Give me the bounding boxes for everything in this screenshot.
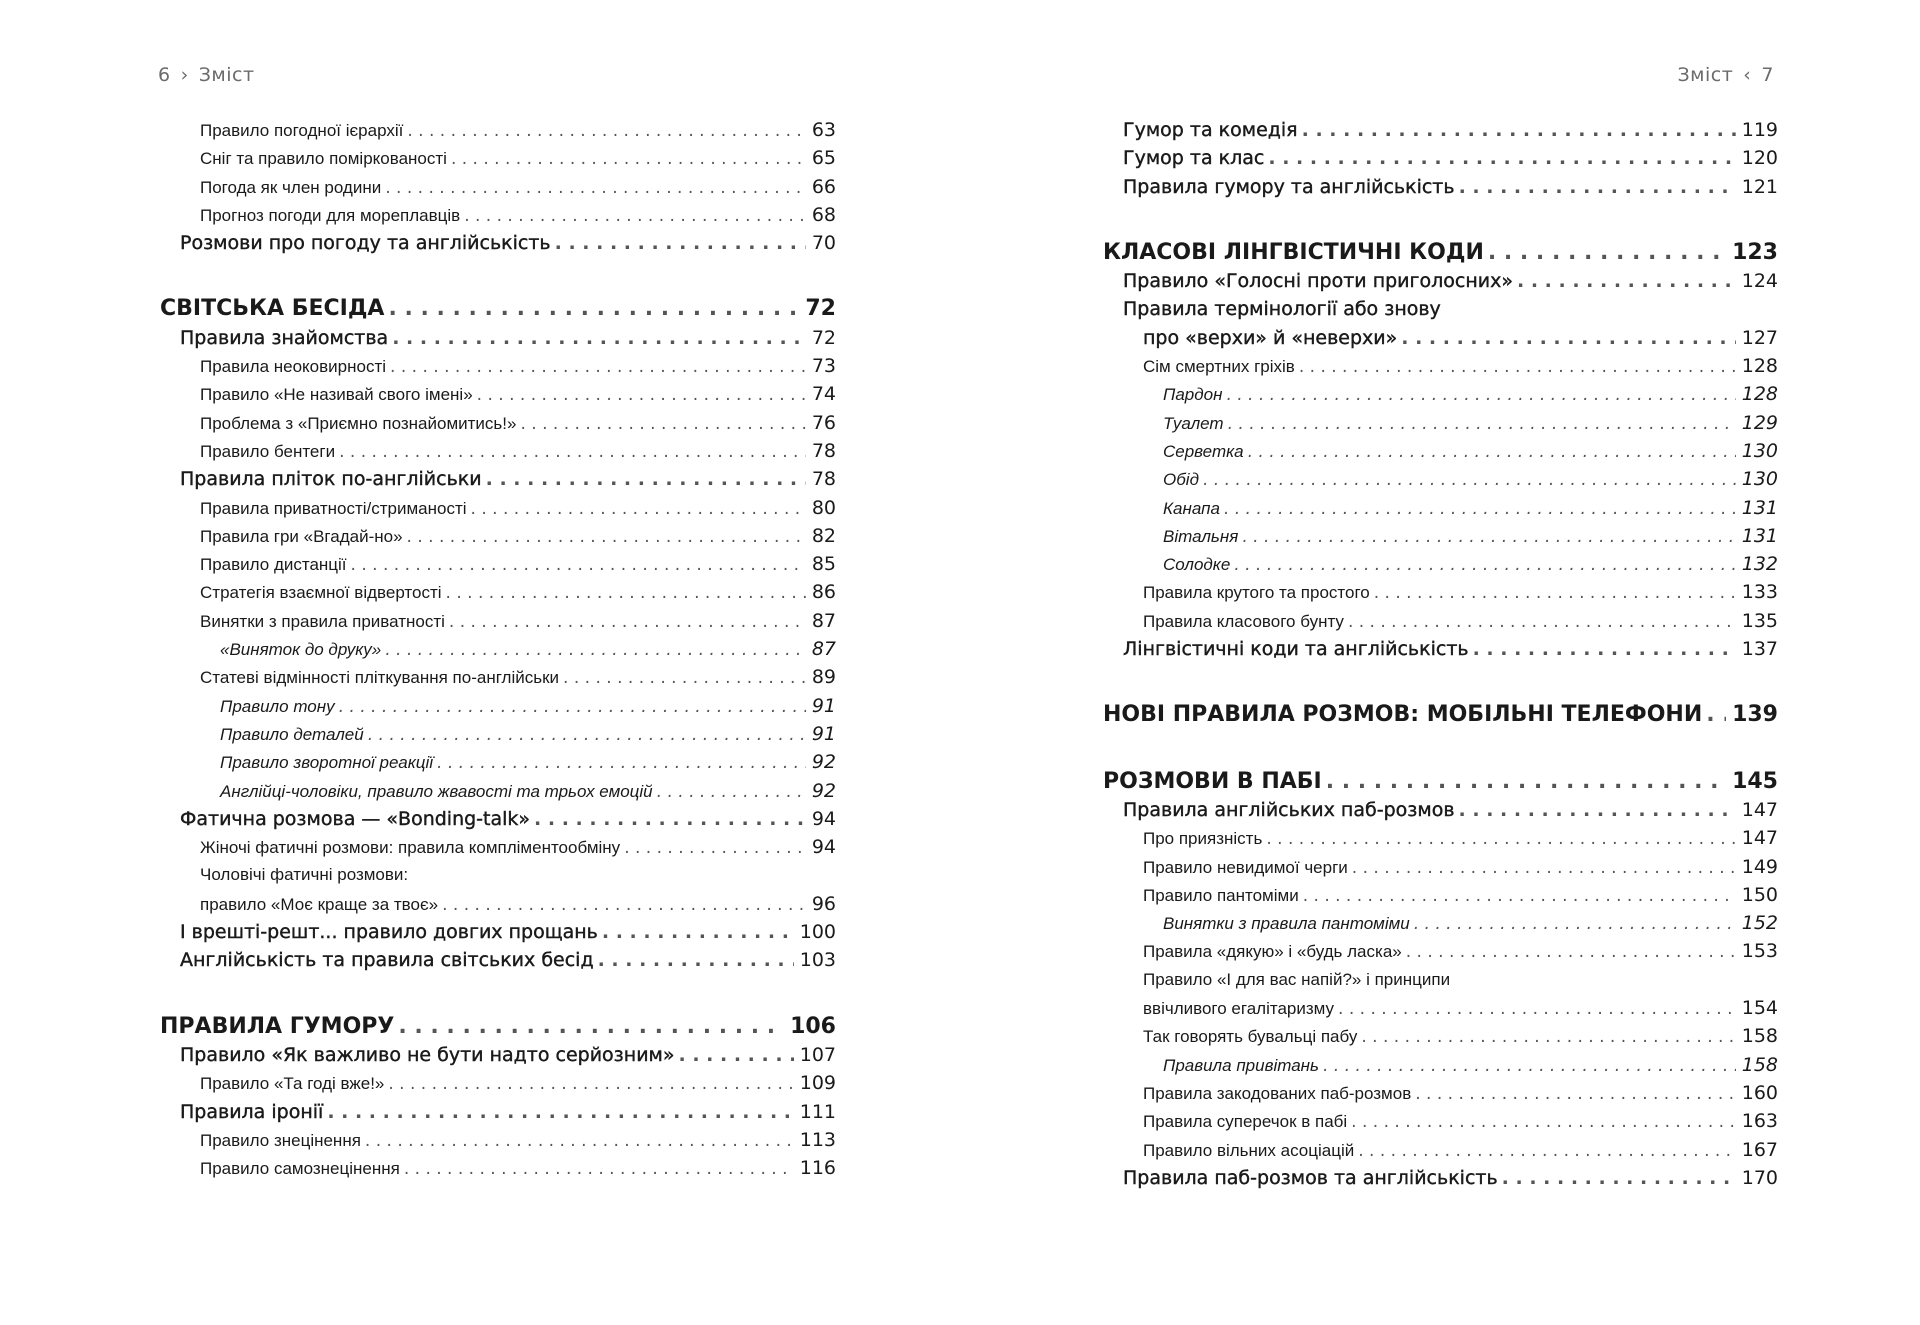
dot-leader — [1226, 381, 1735, 409]
toc-page-number: 132 — [1741, 553, 1778, 576]
toc-page-number: 124 — [1741, 270, 1778, 293]
toc-entry[interactable] — [160, 720, 836, 748]
toc-entry-title: Англійськість та правила світських бесід — [180, 949, 594, 972]
dot-leader — [442, 891, 806, 919]
toc-page-number: 87 — [811, 638, 836, 661]
toc-entry-title: Винятки з правила приватності — [200, 611, 445, 631]
toc-entry-title: Правило пантоміми — [1143, 885, 1299, 905]
toc-entry[interactable] — [1103, 267, 1778, 295]
toc-entry-title: Правило вільних асоціацій — [1143, 1140, 1355, 1160]
dot-leader — [679, 1041, 794, 1069]
toc-page-number: 96 — [811, 892, 836, 915]
toc-entry-title: ПРАВИЛА ГУМОРУ — [160, 1013, 395, 1039]
toc-page-number: 106 — [790, 1013, 836, 1039]
toc-entry[interactable] — [1103, 352, 1778, 380]
toc-page-number: 128 — [1741, 355, 1778, 378]
dot-leader — [1459, 796, 1736, 824]
toc-entry-title: Правило деталей — [220, 724, 364, 744]
toc-entry[interactable] — [1103, 295, 1778, 323]
running-header-left — [158, 64, 255, 86]
toc-entry-title: Гумор та клас — [1123, 147, 1265, 170]
toc-part-heading[interactable] — [1103, 768, 1778, 796]
toc-entry[interactable] — [160, 324, 836, 352]
page-number: 6 — [158, 64, 171, 86]
dot-leader — [339, 693, 806, 721]
toc-page-number: 131 — [1741, 524, 1778, 547]
dot-leader — [1299, 353, 1736, 381]
toc-page-number: 121 — [1741, 175, 1778, 198]
dot-leader — [534, 805, 806, 833]
toc-page-number: 100 — [799, 921, 836, 944]
toc-entry[interactable] — [1103, 409, 1778, 437]
dot-leader — [1517, 267, 1736, 295]
toc-entry[interactable] — [160, 229, 836, 257]
section-gap — [160, 257, 836, 295]
dot-leader — [449, 608, 806, 636]
toc-entry[interactable] — [1103, 465, 1778, 493]
toc-entry-title: Правила неоковирності — [200, 357, 387, 377]
page-number: 7 — [1761, 64, 1774, 86]
toc-entry-title: Правила термінології або знову — [1123, 298, 1441, 321]
toc-entry[interactable] — [1103, 380, 1778, 408]
chevron-left-icon: ‹ — [1743, 64, 1752, 86]
dot-leader — [1302, 116, 1736, 144]
toc-page-number: 65 — [811, 147, 836, 170]
toc-page-number: 94 — [811, 807, 836, 830]
dot-leader — [598, 946, 794, 974]
dot-leader — [477, 381, 806, 409]
dot-leader — [1323, 1052, 1736, 1080]
toc-entry-title: Правила приватності/стриманості — [200, 498, 467, 518]
running-header-right — [1677, 64, 1774, 86]
toc-entry[interactable] — [1103, 881, 1778, 909]
toc-page-number: 116 — [799, 1157, 836, 1180]
toc-entry-title: Проблема з «Приємно познайомитись!» — [200, 413, 517, 433]
toc-entry[interactable] — [160, 635, 836, 663]
toc-entry[interactable] — [160, 116, 836, 144]
dot-leader — [388, 1070, 793, 1098]
dot-leader — [1234, 551, 1735, 579]
running-title: Зміст — [198, 64, 255, 86]
toc-entry[interactable] — [1103, 824, 1778, 852]
dot-leader — [555, 229, 806, 257]
toc-entry-title: ввічливого егалітаризму — [1143, 999, 1335, 1019]
toc-page-number: 129 — [1741, 411, 1778, 434]
toc-entry[interactable] — [160, 494, 836, 522]
toc-entry-title: Чоловічі фатичні розмови: — [200, 865, 409, 885]
toc-page-number: 109 — [799, 1072, 836, 1095]
dot-leader — [1459, 173, 1736, 201]
toc-entry[interactable] — [1103, 522, 1778, 550]
toc-entry[interactable] — [1103, 607, 1778, 635]
toc-entry-title: Правила суперечок в пабі — [1143, 1112, 1348, 1132]
toc-entry-title: Правило бентеги — [200, 441, 336, 461]
toc-entry-title: Стратегія взаємної відвертості — [200, 583, 442, 603]
dot-leader — [1303, 882, 1736, 910]
toc-entry[interactable] — [1103, 635, 1778, 663]
dot-leader — [339, 438, 806, 466]
toc-entry-title: Правило самознецінення — [200, 1159, 400, 1179]
dot-leader — [1228, 410, 1736, 438]
toc-entry-title: Солодке — [1163, 555, 1231, 575]
toc-entry[interactable] — [1103, 1164, 1778, 1192]
toc-page-number: 139 — [1732, 702, 1778, 728]
toc-entry-title: Правило зворотної реакції — [220, 753, 434, 773]
toc-entry[interactable] — [1103, 1136, 1778, 1164]
toc-page-number: 91 — [811, 694, 836, 717]
toc-page-number: 87 — [811, 609, 836, 632]
toc-entry-title: Правило тону — [220, 696, 335, 716]
toc-page-number: 135 — [1741, 609, 1778, 632]
dot-leader — [1473, 635, 1736, 663]
toc-entry[interactable] — [160, 173, 836, 201]
toc-entry[interactable] — [160, 805, 836, 833]
toc-part-heading[interactable] — [160, 1013, 836, 1041]
toc-entry-title: Правило «І для вас напій?» і принципи — [1143, 969, 1451, 989]
toc-entry-title: про «верхи» й «неверхи» — [1143, 326, 1398, 349]
toc-page-number: 170 — [1741, 1166, 1778, 1189]
toc-entry-title: Вітальня — [1163, 526, 1239, 546]
dot-leader — [1488, 239, 1726, 267]
toc-page-number: 89 — [811, 666, 836, 689]
toc-page-number: 91 — [811, 722, 836, 745]
toc-page-number: 158 — [1741, 1025, 1778, 1048]
toc-entry-title: Правила гумору та англійськість — [1123, 175, 1455, 198]
toc-entry[interactable] — [160, 1154, 836, 1182]
toc-page-number: 152 — [1741, 912, 1778, 935]
dot-leader — [1248, 438, 1736, 466]
toc-entry[interactable] — [1103, 437, 1778, 465]
dot-leader — [388, 295, 799, 323]
toc-entry-title: Англійці-чоловіки, правило жвавості та трьох емоцій — [220, 781, 653, 801]
toc-page-number: 78 — [811, 468, 836, 491]
toc-page-number: 92 — [811, 779, 836, 802]
toc-entry-title: правило «Моє краще за твоє» — [200, 894, 439, 914]
dot-leader — [446, 579, 806, 607]
toc-entry[interactable] — [160, 692, 836, 720]
toc-entry-title: Правила закодованих паб-розмов — [1143, 1083, 1412, 1103]
toc-entry[interactable] — [1103, 550, 1778, 578]
toc-entry-title: Правила пліток по-англійськи — [180, 468, 482, 491]
toc-page-number: 119 — [1741, 119, 1778, 141]
toc-entry-title: Погода як член родини — [200, 177, 382, 197]
toc-entry-title: Правило знецінення — [200, 1130, 361, 1150]
toc-page-number: 147 — [1741, 798, 1778, 821]
toc-page-number: 72 — [811, 326, 836, 349]
toc-page-number: 86 — [811, 581, 836, 604]
toc-entry[interactable] — [160, 748, 836, 776]
dot-leader — [1338, 995, 1736, 1023]
dot-leader — [327, 1098, 793, 1126]
toc-entry-title: Канапа — [1163, 498, 1220, 518]
toc-entry-title: Туалет — [1163, 413, 1224, 433]
dot-leader — [464, 202, 806, 230]
dot-leader — [390, 353, 806, 381]
toc-page-number: 78 — [811, 439, 836, 462]
dot-leader — [1358, 1137, 1736, 1165]
dot-leader — [563, 664, 806, 692]
toc-entry[interactable] — [160, 607, 836, 635]
toc-entry-title: «Виняток до друку» — [220, 640, 382, 660]
toc-page-number: 137 — [1741, 638, 1778, 661]
chevron-right-icon: › — [180, 64, 189, 86]
toc-entry[interactable] — [160, 890, 836, 918]
toc-page-number: 167 — [1741, 1138, 1778, 1161]
dot-leader — [1706, 701, 1726, 729]
table-of-contents-right — [1103, 116, 1778, 1192]
toc-entry[interactable] — [1103, 937, 1778, 965]
toc-entry-title: Правило «Не називай свого імені» — [200, 385, 473, 405]
dot-leader — [520, 410, 805, 438]
toc-page-number: 160 — [1741, 1081, 1778, 1104]
toc-entry-title: Винятки з правила пантоміми — [1163, 914, 1410, 934]
toc-page-number: 68 — [811, 203, 836, 226]
dot-leader — [1352, 854, 1736, 882]
toc-entry[interactable] — [160, 777, 836, 805]
toc-page-number: 70 — [811, 232, 836, 255]
toc-entry[interactable] — [160, 522, 836, 550]
toc-entry-title: Сім смертних гріхів — [1143, 357, 1295, 377]
toc-page-number: 153 — [1741, 940, 1778, 963]
toc-entry[interactable] — [1103, 1051, 1778, 1079]
section-gap — [1103, 201, 1778, 239]
right-page — [960, 0, 1920, 1325]
section-gap — [1103, 730, 1778, 768]
toc-entry[interactable] — [160, 550, 836, 578]
toc-entry-title: Про приязність — [1143, 829, 1263, 849]
toc-entry-title: Правила англійських паб-розмов — [1123, 798, 1455, 821]
dot-leader — [365, 1127, 794, 1155]
toc-page-number: 131 — [1741, 496, 1778, 519]
dot-leader — [1415, 1080, 1736, 1108]
toc-entry[interactable] — [160, 918, 836, 946]
toc-page-number: 94 — [811, 836, 836, 859]
toc-entry[interactable] — [1103, 578, 1778, 606]
toc-part-heading[interactable] — [1103, 701, 1778, 729]
toc-entry[interactable] — [160, 861, 836, 889]
toc-entry-title: Правило дистанції — [200, 555, 347, 575]
dot-leader — [368, 721, 806, 749]
toc-entry[interactable] — [160, 437, 836, 465]
dot-leader — [471, 495, 806, 523]
toc-page-number: 103 — [799, 949, 836, 972]
dot-leader — [404, 1155, 794, 1183]
toc-page-number: 128 — [1741, 383, 1778, 406]
toc-entry[interactable] — [160, 409, 836, 437]
toc-entry-title: Правило «Голосні проти приголосних» — [1123, 270, 1513, 293]
toc-entry[interactable] — [160, 380, 836, 408]
toc-page-number: 76 — [811, 411, 836, 434]
toc-entry[interactable] — [160, 663, 836, 691]
toc-entry[interactable] — [1103, 1022, 1778, 1050]
toc-entry-title: Правила крутого та простого — [1143, 583, 1370, 603]
dot-leader — [407, 117, 805, 145]
toc-entry-title: Так говорять бувальці пабу — [1143, 1027, 1358, 1047]
toc-entry[interactable] — [160, 1069, 836, 1097]
toc-page-number: 154 — [1741, 997, 1778, 1020]
table-of-contents-left — [160, 116, 836, 1182]
toc-entry-title: Прогноз погоди для мореплавців — [200, 205, 461, 225]
toc-page-number: 150 — [1741, 883, 1778, 906]
dot-leader — [1351, 1108, 1736, 1136]
dot-leader — [486, 465, 806, 493]
toc-entry-title: Правила гри «Вгадай-но» — [200, 526, 403, 546]
toc-entry[interactable] — [1103, 1107, 1778, 1135]
toc-page-number: 66 — [811, 175, 836, 198]
toc-entry-title: КЛАСОВІ ЛІНГВІСТИЧНІ КОДИ — [1103, 239, 1484, 265]
toc-page-number: 74 — [811, 383, 836, 406]
toc-entry[interactable] — [160, 946, 836, 974]
toc-entry-title: Гумор та комедія — [1123, 119, 1298, 141]
toc-entry[interactable] — [1103, 796, 1778, 824]
toc-entry[interactable] — [1103, 144, 1778, 172]
toc-entry[interactable] — [160, 1126, 836, 1154]
toc-entry-title: Лінгвістичні коди та англійськість — [1123, 638, 1469, 661]
dot-leader — [1326, 768, 1726, 796]
toc-entry-title: Правила паб-розмов та англійськість — [1123, 1166, 1498, 1189]
toc-entry[interactable] — [160, 201, 836, 229]
section-gap — [1103, 663, 1778, 701]
toc-entry[interactable] — [160, 465, 836, 493]
toc-page-number: 147 — [1741, 827, 1778, 850]
dot-leader — [385, 174, 806, 202]
toc-entry-title: Статеві відмінності пліткування по-англійськи — [200, 668, 560, 688]
toc-page-number: 120 — [1741, 147, 1778, 170]
toc-entry[interactable] — [1103, 994, 1778, 1022]
toc-entry-title: Правила класового бунту — [1143, 611, 1344, 631]
toc-page-number: 145 — [1732, 768, 1778, 794]
toc-entry-title: Серветка — [1163, 441, 1244, 461]
toc-entry[interactable] — [1103, 116, 1778, 144]
toc-page-number: 130 — [1741, 439, 1778, 462]
toc-entry[interactable] — [160, 1041, 836, 1069]
toc-page-number: 130 — [1741, 468, 1778, 491]
toc-entry[interactable] — [1103, 853, 1778, 881]
toc-page-number: 127 — [1741, 326, 1778, 349]
toc-part-heading[interactable] — [1103, 239, 1778, 267]
dot-leader — [1401, 324, 1735, 352]
dot-leader — [1374, 579, 1736, 607]
toc-entry[interactable] — [1103, 173, 1778, 201]
dot-leader — [1266, 825, 1735, 853]
dot-leader — [1414, 910, 1736, 938]
dot-leader — [602, 918, 794, 946]
toc-page-number: 92 — [811, 751, 836, 774]
toc-entry[interactable] — [160, 352, 836, 380]
dot-leader — [385, 636, 806, 664]
toc-entry-title: Правила іронії — [180, 1100, 324, 1123]
toc-page-number: 123 — [1732, 239, 1778, 265]
toc-entry-title: Сніг та правило поміркованості — [200, 149, 447, 169]
toc-part-heading[interactable] — [160, 295, 836, 323]
toc-entry[interactable] — [1103, 324, 1778, 352]
toc-page-number: 73 — [811, 355, 836, 378]
dot-leader — [1361, 1023, 1735, 1051]
dot-leader — [1203, 466, 1736, 494]
toc-entry-title: Правило невидимої черги — [1143, 857, 1348, 877]
dot-leader — [351, 551, 806, 579]
dot-leader — [407, 523, 806, 551]
toc-entry-title: Правила привітань — [1163, 1055, 1319, 1075]
toc-entry[interactable] — [160, 1098, 836, 1126]
toc-page-number: 163 — [1741, 1110, 1778, 1133]
dot-leader — [1224, 495, 1736, 523]
toc-entry-title: І врешті-решт... правило довгих прощань — [180, 921, 598, 944]
dot-leader — [624, 834, 806, 862]
toc-entry-title: Правила знайомства — [180, 326, 389, 349]
dot-leader — [657, 778, 806, 806]
running-title: Зміст — [1677, 64, 1734, 86]
toc-page-number: 149 — [1741, 855, 1778, 878]
toc-entry-title: Пардон — [1163, 385, 1223, 405]
dot-leader — [398, 1013, 784, 1041]
toc-entry[interactable] — [1103, 1079, 1778, 1107]
dot-leader — [451, 145, 806, 173]
dot-leader — [392, 324, 806, 352]
toc-page-number: 72 — [805, 296, 836, 322]
toc-entry-title: Правила «дякую» і «будь ласка» — [1143, 942, 1402, 962]
toc-entry-title: СВІТСЬКА БЕСІДА — [160, 296, 385, 322]
toc-page-number: 107 — [799, 1043, 836, 1066]
dot-leader — [1242, 523, 1735, 551]
toc-entry[interactable] — [1103, 909, 1778, 937]
toc-page-number: 111 — [799, 1100, 836, 1123]
toc-entry[interactable] — [1103, 966, 1778, 994]
toc-entry-title: Обід — [1163, 470, 1199, 490]
toc-entry-title: Фатична розмова — «Bonding-talk» — [180, 807, 531, 830]
toc-entry-title: Правило «Як важливо не бути надто серйозним» — [180, 1043, 675, 1066]
section-gap — [160, 975, 836, 1013]
toc-entry[interactable] — [160, 578, 836, 606]
toc-entry-title: Правило «Та годі вже!» — [200, 1074, 385, 1094]
dot-leader — [1406, 938, 1736, 966]
toc-entry-title: Правило погодної ієрархії — [200, 121, 404, 140]
dot-leader — [1348, 608, 1736, 636]
dot-leader — [1502, 1164, 1736, 1192]
toc-page-number: 80 — [811, 496, 836, 519]
toc-entry[interactable] — [160, 833, 836, 861]
toc-entry[interactable] — [1103, 494, 1778, 522]
dot-leader — [1268, 144, 1735, 172]
toc-entry-title: Жіночі фатичні розмови: правила компліментообміну — [200, 838, 621, 858]
toc-entry-title: Розмови про погоду та англійськість — [180, 232, 551, 255]
toc-page-number: 113 — [799, 1128, 836, 1151]
toc-page-number: 158 — [1741, 1053, 1778, 1076]
toc-entry[interactable] — [160, 144, 836, 172]
toc-page-number: 85 — [811, 553, 836, 576]
toc-page-number: 63 — [811, 119, 836, 141]
toc-entry-title: РОЗМОВИ В ПАБІ — [1103, 768, 1322, 794]
dot-leader — [437, 749, 806, 777]
toc-page-number: 133 — [1741, 581, 1778, 604]
toc-page-number: 82 — [811, 524, 836, 547]
toc-entry-title: НОВІ ПРАВИЛА РОЗМОВ: МОБІЛЬНІ ТЕЛЕФОНИ — [1103, 702, 1703, 728]
